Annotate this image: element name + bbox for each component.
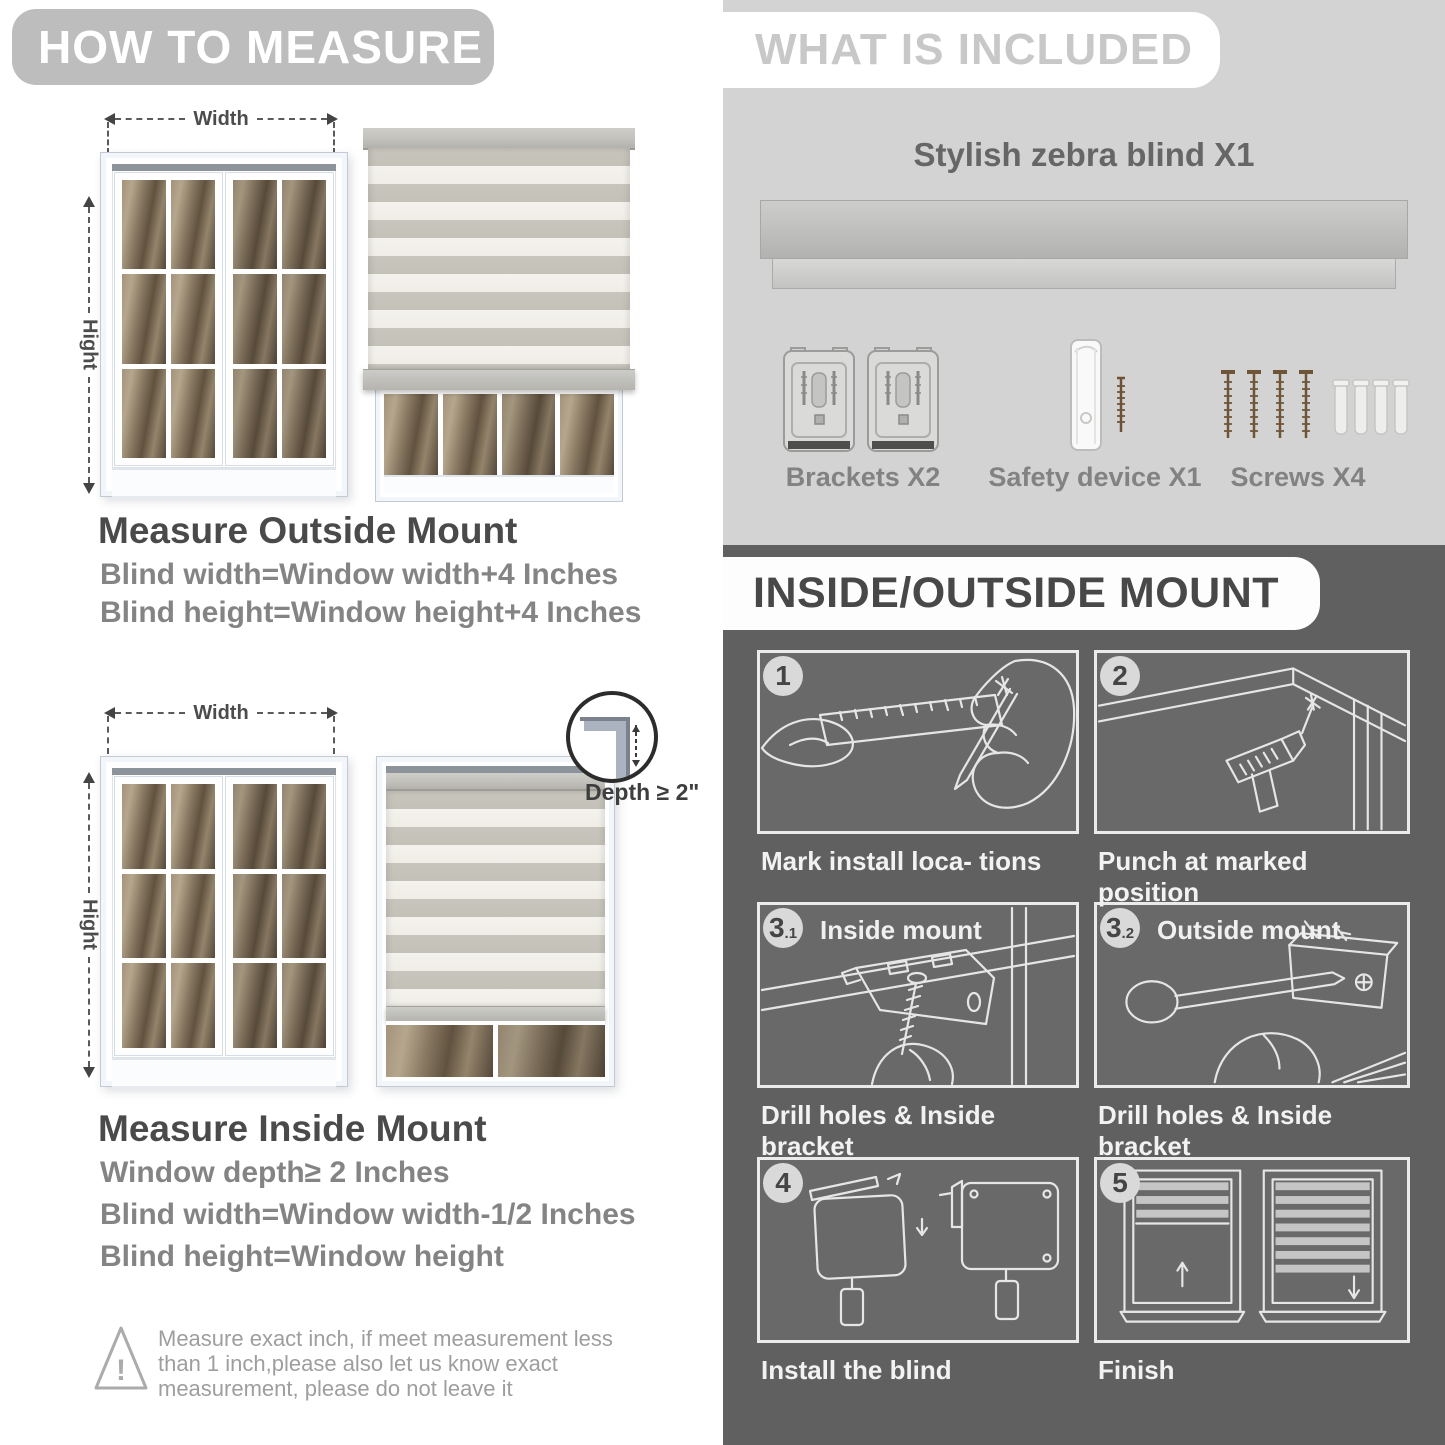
inside-mount-line: Window depth≥ 2 Inches <box>100 1156 450 1189</box>
product-label: Stylish zebra blind X1 <box>913 136 1255 173</box>
window-sash <box>115 173 222 465</box>
arrow-up-icon <box>83 772 95 783</box>
step-caption-3: Drill holes & Inside bracket <box>761 1100 996 1161</box>
window-photo-inside <box>100 756 348 1087</box>
arrow-down-icon <box>83 483 95 494</box>
bracket-icon <box>781 345 941 457</box>
how-to-measure-banner <box>12 9 494 85</box>
mount-steps-panel <box>723 545 1445 1445</box>
step-badge: 3 .2 <box>1100 908 1140 948</box>
step-caption-1: Mark install loca- tions <box>761 846 1042 876</box>
width-arrow-inside <box>104 700 338 726</box>
warning-triangle-icon <box>92 1320 150 1396</box>
inside-mount-line: Blind width=Window width-1/2 Inches <box>100 1198 636 1231</box>
height-arrow-inside <box>78 772 100 1078</box>
window-sash <box>226 173 333 465</box>
arrow-up-icon <box>83 196 95 207</box>
blind-bottom-rail <box>386 1006 605 1021</box>
blind-zebra-stripes <box>386 791 605 1006</box>
step-box-5 <box>1094 1157 1410 1343</box>
drop-line <box>107 122 109 154</box>
step-caption-5: Install the blind <box>761 1355 952 1385</box>
step-box-3-2 <box>1094 902 1410 1088</box>
drop-line <box>333 716 335 754</box>
outside-mount-line: Blind height=Window height+4 Inches <box>100 596 642 629</box>
window-top-recess <box>112 164 336 171</box>
window-photo-outside <box>100 152 348 497</box>
window-sill <box>112 1058 336 1086</box>
what-is-included-title: WHAT IS INCLUDED <box>755 25 1194 74</box>
height-label-inside: Hight <box>78 899 101 951</box>
arrow-left-icon <box>104 707 115 719</box>
window-sill <box>112 468 336 496</box>
window-top-recess <box>112 768 336 775</box>
blind-cassette <box>363 128 635 150</box>
step-badge: 1 <box>763 656 803 696</box>
height-label-outside: Hight <box>78 319 101 371</box>
drop-line <box>333 122 335 154</box>
inside-mount-heading: Measure Inside Mount <box>98 1108 487 1149</box>
brackets-label: Brackets X2 <box>785 462 941 492</box>
step-badge: 4 <box>763 1163 803 1203</box>
step-box-2 <box>1094 650 1410 834</box>
screws-icon <box>1215 368 1411 450</box>
window-sash <box>115 777 222 1055</box>
width-label-outside: Width <box>193 107 249 130</box>
arrow-left-icon <box>104 113 115 125</box>
width-label-inside: Width <box>193 701 249 724</box>
blind-headrail-image <box>760 200 1408 259</box>
step-caption-2: Punch at marked position <box>1098 846 1308 907</box>
zebra-blind-outside-image <box>363 126 635 502</box>
step-box-3-1 <box>757 902 1079 1088</box>
step-box-1 <box>757 650 1079 834</box>
step-badge: 3 .1 <box>763 908 803 948</box>
step-badge: 2 <box>1100 656 1140 696</box>
blind-cassette <box>386 773 605 791</box>
what-is-included-panel <box>723 0 1445 545</box>
outside-mount-heading: Measure Outside Mount <box>98 510 518 551</box>
outside-mount-line: Blind width=Window width+4 Inches <box>100 558 619 591</box>
width-arrow-outside <box>104 106 338 132</box>
blind-headrail-lip <box>772 259 1396 289</box>
blind-bottom-rail <box>363 369 635 390</box>
zebra-blind-inside-image <box>376 756 615 1087</box>
mount-banner <box>723 557 1320 630</box>
window-sash <box>226 777 333 1055</box>
step-badge: 5 <box>1100 1163 1140 1203</box>
depth-magnifier-icon <box>566 691 658 783</box>
what-is-included-banner <box>723 12 1220 88</box>
step-box-4 <box>757 1157 1079 1343</box>
step-caption-4: Drill holes & Inside bracket <box>1098 1100 1333 1161</box>
window-behind-blind <box>375 385 623 502</box>
outside-mount-label: Outside mount <box>1157 915 1341 945</box>
blind-zebra-stripes <box>368 148 630 369</box>
depth-label: Depth ≥ 2" <box>585 779 700 805</box>
safety-device-icon <box>1055 338 1133 456</box>
step-caption-6: Finish <box>1098 1355 1175 1385</box>
svg-text:!: ! <box>116 1354 126 1387</box>
screws-label: Screws X4 <box>1230 462 1366 492</box>
inside-mount-line: Blind height=Window height <box>100 1240 504 1273</box>
drop-line <box>107 716 109 754</box>
height-arrow-outside <box>78 196 100 494</box>
inside-mount-label: Inside mount <box>820 915 982 945</box>
arrow-down-icon <box>83 1067 95 1078</box>
safety-device-label: Safety device X1 <box>988 462 1202 492</box>
measure-note: Measure exact inch, if meet measurement less than 1 inch,please also let us know exact measurement, please do not leave it <box>158 1326 613 1401</box>
how-to-measure-title: HOW TO MEASURE <box>38 21 484 73</box>
mount-title: INSIDE/OUTSIDE MOUNT <box>753 569 1280 617</box>
